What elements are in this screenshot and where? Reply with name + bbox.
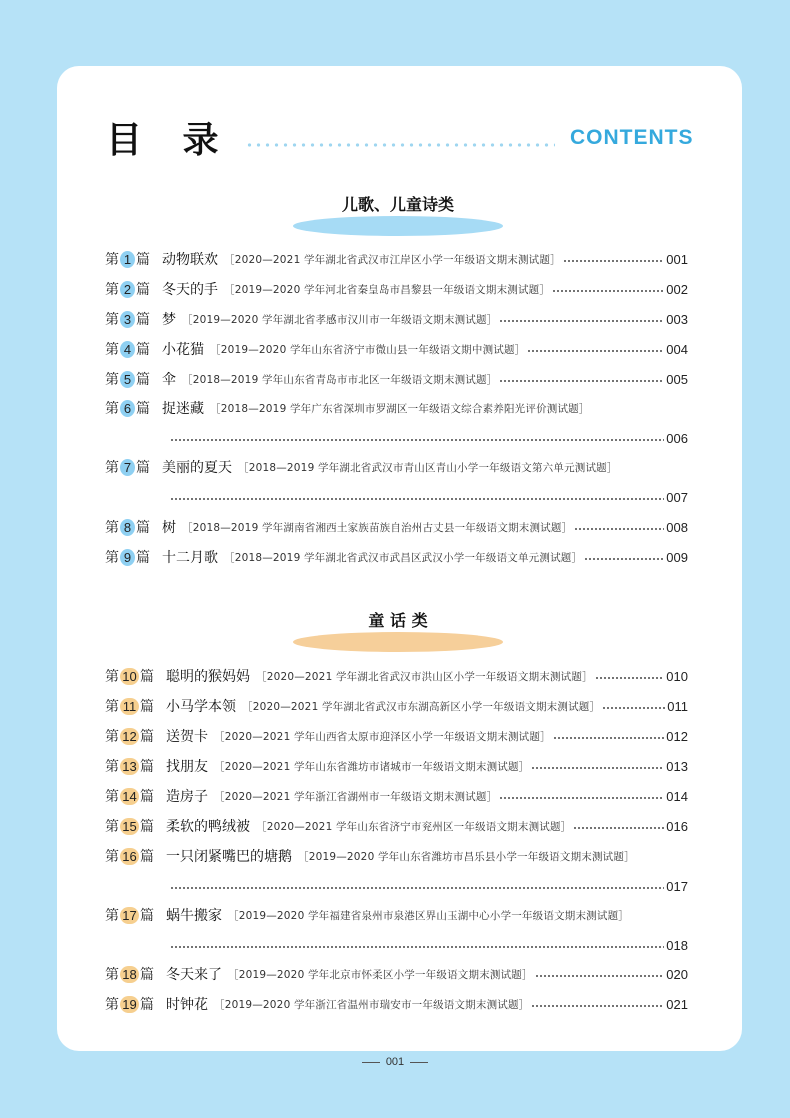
- dot-leader: [170, 439, 664, 441]
- entry-number-badge: 3: [120, 311, 135, 328]
- section-header-fairy-tales: [293, 608, 503, 652]
- dot-leader: [499, 320, 664, 322]
- entry-suffix: 篇: [136, 460, 150, 476]
- dot-leader: [170, 887, 664, 889]
- entry-source: ［2019—2020 学年山东省济宁市微山县一年级语文期中测试题］: [210, 343, 526, 356]
- entry-page-number: 004: [666, 341, 688, 357]
- entry-source: ［2018—2019 学年山东省青岛市市北区一年级语文期末测试题］: [182, 373, 498, 386]
- entry-source: ［2019—2020 学年福建省泉州市泉港区界山玉湖中心小学一年级语文期末测试题］: [228, 909, 629, 922]
- entry-page-number: 009: [666, 549, 688, 565]
- entry-source: ［2020—2021 学年湖北省武汉市洪山区小学一年级语文期末测试题］: [256, 670, 593, 683]
- entry-page-number: 008: [666, 519, 688, 535]
- entry-suffix: 篇: [140, 849, 154, 865]
- page-title: 目 录: [106, 120, 233, 161]
- entry-number-badge: 12: [120, 728, 139, 745]
- entry-page-number: 013: [666, 758, 688, 774]
- entry-title: 伞: [162, 372, 176, 388]
- entry-title: 造房子: [166, 789, 208, 805]
- entry-source: ［2020—2021 学年湖北省武汉市江岸区小学一年级语文期末测试题］: [224, 253, 561, 266]
- dot-leader: [602, 707, 665, 709]
- entry-prefix: 第: [105, 819, 119, 835]
- entry-page-number: 005: [666, 371, 688, 387]
- toc-entry[interactable]: [105, 665, 688, 687]
- entry-suffix: 篇: [136, 252, 150, 268]
- dot-leader: [574, 528, 664, 530]
- footer-rule-left: [362, 1062, 380, 1063]
- entry-title: 送贺卡: [166, 729, 208, 745]
- entry-prefix: 第: [105, 520, 119, 536]
- dot-leader: [573, 827, 664, 829]
- entry-prefix: 第: [105, 789, 119, 805]
- entry-prefix: 第: [105, 342, 119, 358]
- entry-prefix: 第: [105, 997, 119, 1013]
- entry-title: 梦: [162, 312, 176, 328]
- entry-page-number: 021: [666, 996, 688, 1012]
- toc-entry[interactable]: [105, 338, 688, 360]
- entry-number-badge: 18: [120, 966, 139, 983]
- dot-leader: [170, 498, 664, 500]
- entry-page-number: 007: [666, 489, 688, 505]
- entry-suffix: 篇: [140, 669, 154, 685]
- entry-source: ［2019—2020 学年河北省秦皇岛市昌黎县一年级语文期末测试题］: [224, 283, 551, 296]
- toc-entry[interactable]: [105, 248, 688, 270]
- entry-title: 一只闭紧嘴巴的塘鹅: [166, 849, 292, 865]
- toc-entry[interactable]: [105, 397, 688, 419]
- toc-entry[interactable]: [105, 308, 688, 330]
- title-dotted-line: [245, 143, 555, 147]
- toc-entry[interactable]: [105, 725, 688, 747]
- entry-number-badge: 6: [120, 400, 135, 417]
- toc-entry[interactable]: [105, 516, 688, 538]
- toc-entry[interactable]: [105, 695, 688, 717]
- entry-prefix: 第: [105, 372, 119, 388]
- entry-number-badge: 2: [120, 281, 135, 298]
- entry-title: 柔软的鸭绒被: [166, 819, 250, 835]
- toc-entry-continuation: [170, 427, 688, 449]
- entry-source: ［2020—2021 学年浙江省湖州市一年级语文期末测试题］: [214, 790, 498, 803]
- entry-number-badge: 16: [120, 848, 139, 865]
- entry-page-number: 006: [666, 430, 688, 446]
- entry-source: ［2019—2020 学年北京市怀柔区小学一年级语文期末测试题］: [228, 968, 533, 981]
- entry-title: 动物联欢: [162, 252, 218, 268]
- entry-title: 小花猫: [162, 342, 204, 358]
- dot-leader: [584, 558, 664, 560]
- entry-page-number: 014: [666, 788, 688, 804]
- entry-suffix: 篇: [136, 401, 150, 417]
- entry-prefix: 第: [105, 729, 119, 745]
- entry-prefix: 第: [105, 252, 119, 268]
- entry-number-badge: 9: [120, 549, 135, 566]
- entry-source: ［2019—2020 学年山东省潍坊市昌乐县小学一年级语文期末测试题］: [298, 850, 635, 863]
- entry-prefix: 第: [105, 759, 119, 775]
- entry-suffix: 篇: [140, 997, 154, 1013]
- toc-entry[interactable]: [105, 904, 688, 926]
- entry-page-number: 011: [667, 698, 688, 714]
- section-title: 儿歌、儿童诗类: [341, 195, 454, 214]
- dot-leader: [170, 946, 664, 948]
- page-footer: [0, 1056, 790, 1068]
- entry-number-badge: 10: [120, 668, 139, 685]
- entry-suffix: 篇: [140, 789, 154, 805]
- entry-title: 捉迷藏: [162, 401, 204, 417]
- toc-entry[interactable]: [105, 845, 688, 867]
- entry-page-number: 002: [666, 281, 688, 297]
- dot-leader: [531, 767, 664, 769]
- entry-title: 时钟花: [166, 997, 208, 1013]
- entry-source: ［2018—2019 学年湖北省武汉市青山区青山小学一年级语文第六单元测试题］: [238, 461, 618, 474]
- entry-suffix: 篇: [136, 520, 150, 536]
- footer-page-number: 001: [385, 1056, 405, 1068]
- entry-prefix: 第: [105, 967, 119, 983]
- toc-entry-continuation: [170, 486, 688, 508]
- entry-number-badge: 17: [120, 907, 139, 924]
- entry-title: 树: [162, 520, 176, 536]
- dot-leader: [563, 260, 665, 262]
- entry-page-number: 020: [666, 966, 688, 982]
- entry-number-badge: 11: [120, 698, 139, 715]
- entry-suffix: 篇: [136, 282, 150, 298]
- entry-title: 找朋友: [166, 759, 208, 775]
- entry-prefix: 第: [105, 849, 119, 865]
- entry-source: ［2020—2021 学年山东省济宁市兖州区一年级语文期末测试题］: [256, 820, 572, 833]
- entry-suffix: 篇: [136, 372, 150, 388]
- section-pill: [293, 632, 503, 652]
- entry-source: ［2019—2020 学年湖北省孝感市汉川市一年级语文期末测试题］: [182, 313, 498, 326]
- entry-number-badge: 7: [120, 459, 135, 476]
- entry-prefix: 第: [105, 908, 119, 924]
- entry-title: 美丽的夏天: [162, 460, 232, 476]
- entry-suffix: 篇: [136, 342, 150, 358]
- entry-title: 十二月歌: [162, 550, 218, 566]
- entry-suffix: 篇: [140, 819, 154, 835]
- entry-number-badge: 8: [120, 519, 135, 536]
- section-title: 童 话 类: [368, 611, 428, 630]
- toc-entry[interactable]: [105, 963, 688, 985]
- entry-page-number: 017: [666, 878, 688, 894]
- entry-page-number: 003: [666, 311, 688, 327]
- dot-leader: [552, 290, 664, 292]
- toc-entry-continuation: [170, 875, 688, 897]
- entry-source: ［2018—2019 学年湖北省武汉市武昌区武汉小学一年级语文单元测试题］: [224, 551, 583, 564]
- toc-entry[interactable]: [105, 546, 688, 568]
- entry-title: 小马学本领: [166, 699, 236, 715]
- entry-prefix: 第: [105, 699, 119, 715]
- entry-prefix: 第: [105, 401, 119, 417]
- entry-source: ［2020—2021 学年山东省潍坊市诸城市一年级语文期末测试题］: [214, 760, 530, 773]
- entry-page-number: 018: [666, 937, 688, 953]
- entry-prefix: 第: [105, 550, 119, 566]
- entry-suffix: 篇: [136, 550, 150, 566]
- entry-source: ［2019—2020 学年浙江省温州市瑞安市一年级语文期末测试题］: [214, 998, 530, 1011]
- entry-suffix: 篇: [140, 759, 154, 775]
- entry-source: ［2020—2021 学年湖北省武汉市东湖高新区小学一年级语文期末测试题］: [242, 700, 601, 713]
- entry-page-number: 012: [666, 728, 688, 744]
- entry-number-badge: 15: [120, 818, 139, 835]
- toc-entry[interactable]: [105, 993, 688, 1015]
- entry-title: 聪明的猴妈妈: [166, 669, 250, 685]
- entry-page-number: 001: [666, 251, 688, 267]
- toc-entry[interactable]: [105, 815, 688, 837]
- dot-leader: [535, 975, 665, 977]
- entry-source: ［2018—2019 学年湖南省湘西土家族苗族自治州古丈县一年级语文期末测试题］: [182, 521, 573, 534]
- toc-entry[interactable]: [105, 755, 688, 777]
- dot-leader: [499, 380, 664, 382]
- toc-entry[interactable]: [105, 785, 688, 807]
- toc-entry[interactable]: [105, 278, 688, 300]
- entry-prefix: 第: [105, 282, 119, 298]
- toc-entry[interactable]: [105, 368, 688, 390]
- entry-number-badge: 1: [120, 251, 135, 268]
- entry-number-badge: 13: [120, 758, 139, 775]
- entry-prefix: 第: [105, 312, 119, 328]
- entry-suffix: 篇: [136, 312, 150, 328]
- entry-suffix: 篇: [140, 699, 154, 715]
- section-header-nursery-rhymes: [293, 192, 503, 236]
- toc-entry-continuation: [170, 934, 688, 956]
- entry-suffix: 篇: [140, 908, 154, 924]
- entry-source: ［2018—2019 学年广东省深圳市罗湖区一年级语文综合素养阳光评价测试题］: [210, 402, 590, 415]
- dot-leader: [595, 677, 665, 679]
- entry-title: 蜗牛搬家: [166, 908, 222, 924]
- entry-suffix: 篇: [140, 967, 154, 983]
- entry-suffix: 篇: [140, 729, 154, 745]
- entry-number-badge: 5: [120, 371, 135, 388]
- entry-title: 冬天的手: [162, 282, 218, 298]
- entry-title: 冬天来了: [166, 967, 222, 983]
- entry-page-number: 016: [666, 818, 688, 834]
- dot-leader: [527, 350, 664, 352]
- entry-source: ［2020—2021 学年山西省太原市迎泽区小学一年级语文期末测试题］: [214, 730, 551, 743]
- dot-leader: [499, 797, 664, 799]
- entry-prefix: 第: [105, 669, 119, 685]
- section-pill: [293, 216, 503, 236]
- dot-leader: [531, 1005, 664, 1007]
- entry-prefix: 第: [105, 460, 119, 476]
- toc-entry[interactable]: [105, 456, 688, 478]
- entry-number-badge: 14: [120, 788, 139, 805]
- entry-page-number: 010: [666, 668, 688, 684]
- entry-number-badge: 19: [120, 996, 139, 1013]
- footer-rule-right: [410, 1062, 428, 1063]
- dot-leader: [553, 737, 665, 739]
- contents-label: CONTENTS: [570, 126, 694, 149]
- entry-number-badge: 4: [120, 341, 135, 358]
